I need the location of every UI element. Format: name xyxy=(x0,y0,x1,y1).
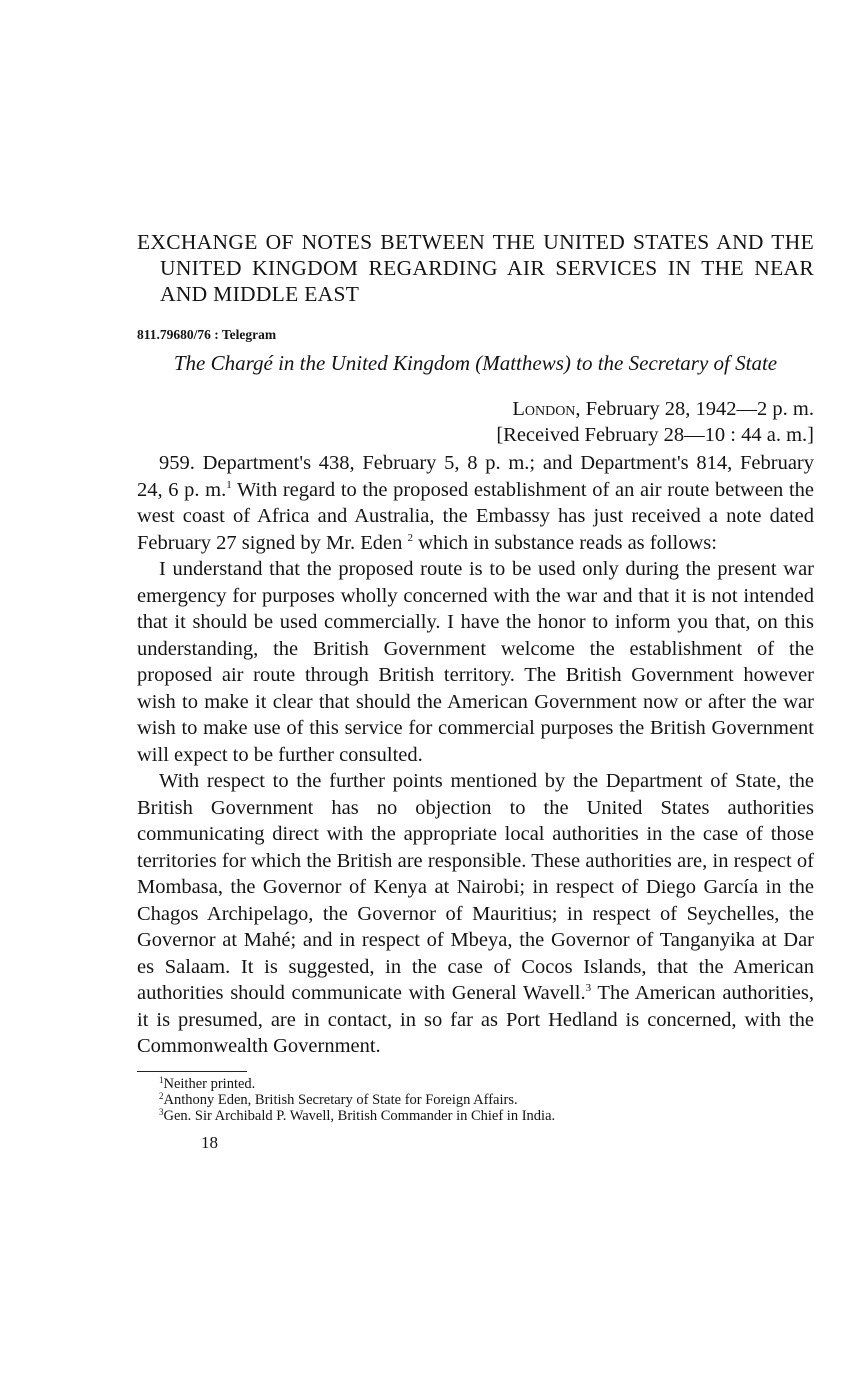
paragraph-text: With regard to the proposed establishment of an air route between the west coast of Africa and Australia, the Embassy has just received a note dated February 27 signed by Mr. Eden xyxy=(137,478,814,554)
paragraph-telegram xyxy=(137,450,814,556)
dateline-place: London xyxy=(512,398,576,420)
file-reference: 811.79680/76 : Telegram xyxy=(137,327,277,342)
footnote-mark: 3 xyxy=(159,1106,164,1117)
footnote xyxy=(159,1092,814,1108)
footnote-text: Neither printed. xyxy=(163,1075,256,1092)
dateline-date: , February 28, 1942—2 p. m. xyxy=(575,398,814,420)
paragraph-text: which in substance reads as follows: xyxy=(412,531,717,554)
document-header: The Chargé in the United Kingdom (Matthews) to the Secretary of State xyxy=(173,351,778,375)
footnote-ref: 2 xyxy=(407,531,413,544)
footnote-mark: 1 xyxy=(159,1074,164,1085)
footnote-text: Gen. Sir Archibald P. Wavell, British Commander in Chief in India. xyxy=(163,1107,556,1124)
document-page xyxy=(137,229,814,1153)
paragraph-text: 959. Department's 438, February 5, 8 p. m.; and Department's 814, February 24, 6 p. m. xyxy=(137,452,814,501)
page-number: 18 xyxy=(201,1132,218,1152)
paragraph-note-text: I understand that the proposed route is to be used only during the present war emergency for purposes wholly concerned with the war and that it is not intended that it should be used commercially. I have the honor to inform you that, on this understanding, the British Government welcome the establishment of the proposed air route through British territory. The British Government however wish to make it clear that should the American Government now or after the war wish to make use of this service for commercial purposes the British Government will expect to be further consulted. xyxy=(137,558,814,766)
footnote-ref: 3 xyxy=(585,982,592,994)
paragraph-text: The American authorities, it is presumed, are in contact, in so far as Port Hedland is concerned, with the Commonwealth Government. xyxy=(137,982,814,1057)
footnotes xyxy=(137,1076,814,1124)
footnote-text: Anthony Eden, British Secretary of State for Foreign Affairs. xyxy=(163,1091,518,1108)
footnote-mark: 2 xyxy=(159,1090,164,1101)
dateline-received: [Received February 28—10 : 44 a. m.] xyxy=(496,424,814,446)
dateline-sent xyxy=(137,396,814,422)
dateline xyxy=(137,396,814,448)
footnote xyxy=(159,1108,814,1124)
paragraph-text: With respect to the further points mentioned by the Department of State, the British Government has no objection to the United States authorities communicating direct with the appropriate local authorities in the case of those territories for which the British are responsible. These authorities are, in respect of Mombasa, the Governor of Kenya at Nairobi; in respect of Diego García in the Chagos Archipelago, the Governor of Mauritius; in respect of Seychelles, the Governor at Mahé; and in respect of Mbeya, the Governor of Tanganyika at Dar es Salaam. It is suggested, in the case of Cocos Islands, that the American authorities should communicate with General Wavell. xyxy=(137,770,814,1004)
paragraph-further-points xyxy=(137,768,814,1060)
footnote-ref: 1 xyxy=(226,478,232,491)
page-title: EXCHANGE OF NOTES BETWEEN THE UNITED STATES AND THE UNITED KINGDOM REGARDING AIR SERVICES IN THE NEAR AND MIDDLE EAST xyxy=(137,230,814,306)
footnote-divider xyxy=(137,1071,247,1072)
footnote xyxy=(159,1076,814,1092)
